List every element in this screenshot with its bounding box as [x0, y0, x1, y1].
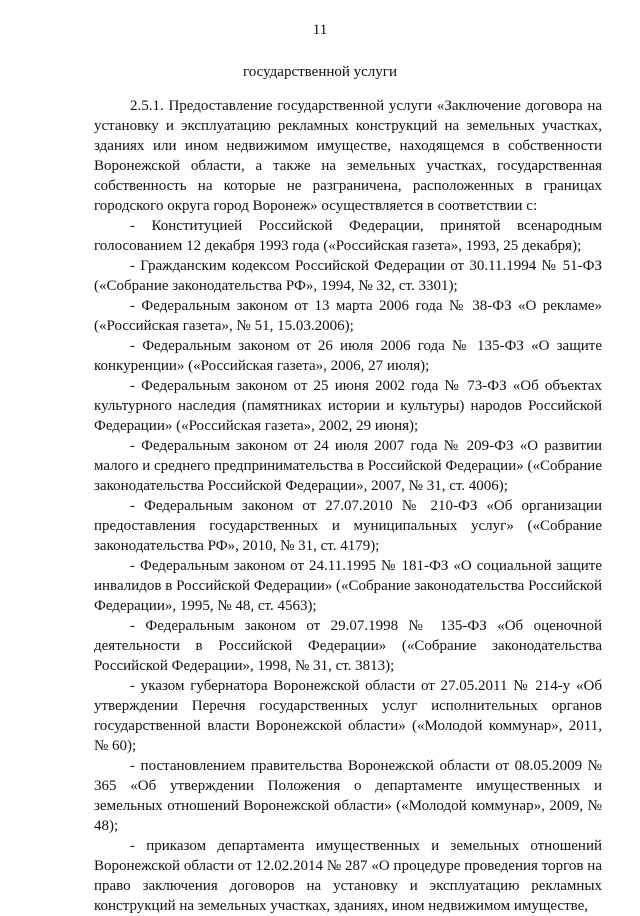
list-item-governor-decree: - указом губернатора Воронежской области от 27.05.2011 № 214-у «Об утверждении Перечня государственных услуг исполнительных органов государственной власти Воронежской области» («Молодой коммунар», 2011, № 60); — [94, 678, 602, 754]
list-item-law-public-services: - Федеральным законом от 27.07.2010 № 210-ФЗ «Об организации предоставления государственных и муниципальных услуг» («Собрание законодательства РФ», 2010, № 31, ст. 4179); — [94, 498, 602, 554]
paragraph-intro: 2.5.1. Предоставление государственной услуги «Заключение договора на установку и эксплуатацию рекламных конструкций на земельных участках, зданиях или ином недвижимом имуществе, находящемся в собственности Воронежской области, а также на земельных участках, государственная собственность на которые не разграничена, расположенных в границах городского округа город Воронеж» осуществляется в соответствии с: — [94, 98, 602, 214]
list-item-law-cultural-heritage: - Федеральным законом от 25 июня 2002 года № 73-ФЗ «Об объектах культурного наследия (памятниках истории и культуры) народов Российской Федерации» («Российская газета», 2002, 29 июня); — [94, 378, 602, 434]
document-body — [94, 96, 602, 916]
list-item-department-order: - приказом департамента имущественных и земельных отношений Воронежской области от 12.02.2014 № 287 «О процедуре проведения торгов на право заключения договоров на установку и эксплуатацию рекламных конструкций на земельных участках, зданиях, ином недвижимом имуществе, — [94, 838, 602, 914]
page-header: государственной услуги — [243, 64, 397, 80]
list-item-law-appraisal: - Федеральным законом от 29.07.1998 № 135-ФЗ «Об оценочной деятельности в Российской Федерации» («Собрание законодательства Российской Федерации», 1998, № 31, ст. 3813); — [94, 618, 602, 674]
list-item-law-advertising: - Федеральным законом от 13 марта 2006 года № 38-ФЗ «О рекламе» («Российская газета», № 51, 15.03.2006); — [94, 298, 602, 334]
list-item-law-competition: - Федеральным законом от 26 июля 2006 года № 135-ФЗ «О защите конкуренции» («Российская газета», 2006, 27 июля); — [94, 338, 602, 374]
list-item-civil-code: - Гражданским кодексом Российской Федерации от 30.11.1994 № 51-ФЗ («Собрание законодательства РФ», 1994, № 32, ст. 3301); — [94, 258, 602, 294]
list-item-law-disabled: - Федеральным законом от 24.11.1995 № 181-ФЗ «О социальной защите инвалидов в Российской Федерации» («Собрание законодательства Российской Федерации», 1995, № 48, ст. 4563); — [94, 558, 602, 614]
list-item-constitution: - Конституцией Российской Федерации, принятой всенародным голосованием 12 декабря 1993 года («Российская газета», 1993, 25 декабря); — [94, 218, 602, 254]
list-item-government-resolution: - постановлением правительства Воронежской области от 08.05.2009 № 365 «Об утверждении Положения о департаменте имущественных и земельных отношений Воронежской области» («Молодой коммунар», 2009, № 48); — [94, 758, 602, 834]
page-number: 11 — [312, 22, 328, 38]
list-item-law-small-business: - Федеральным законом от 24 июля 2007 года № 209-ФЗ «О развитии малого и среднего предпринимательства в Российской Федерации» («Собрание законодательства Российской Федерации», 2007, № 31, ст. 4006); — [94, 438, 602, 494]
